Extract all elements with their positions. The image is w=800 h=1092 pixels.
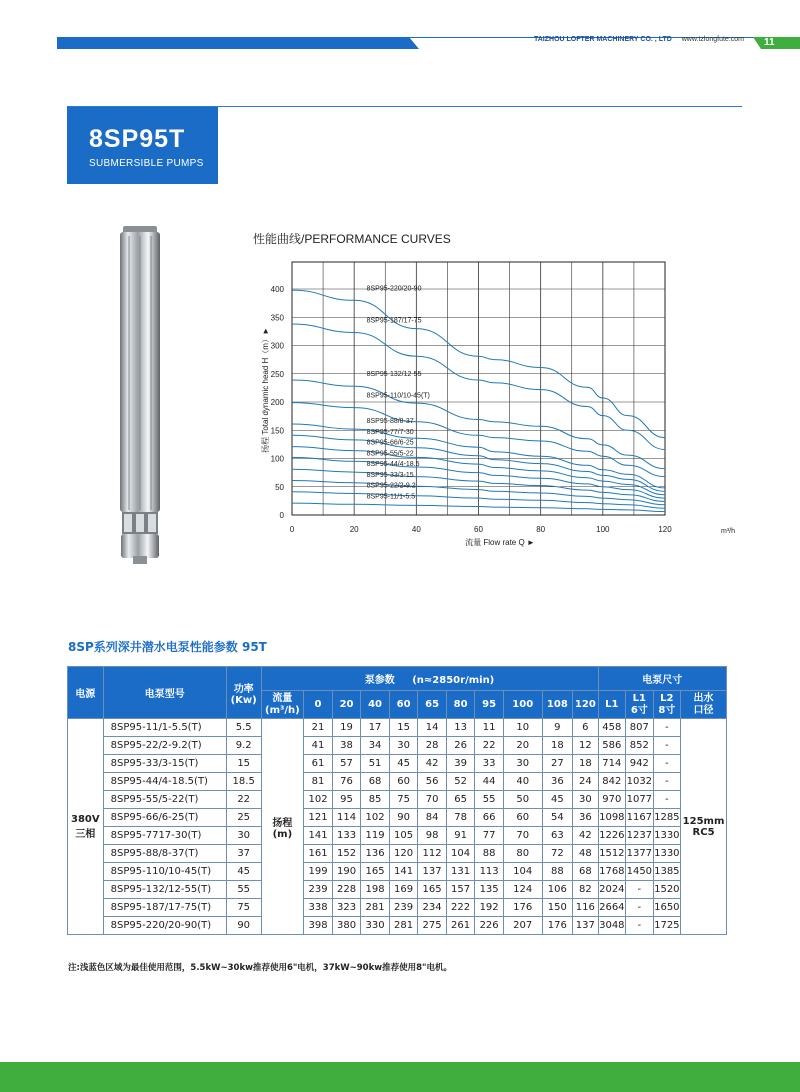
head-value-cell: 55	[475, 791, 504, 809]
x-axis-unit: m³/h	[721, 528, 735, 535]
head-value-cell: 338	[304, 899, 333, 917]
y-tick-label: 150	[270, 426, 284, 436]
l2-8-cell: 1385	[653, 863, 681, 881]
head-value-cell: 12	[573, 737, 598, 755]
l1-6-cell: -	[626, 899, 654, 917]
header-power-source: 电源	[68, 667, 104, 719]
head-value-cell: 77	[475, 827, 504, 845]
l1-6-cell: 807	[626, 719, 654, 737]
head-value-cell: 28	[418, 737, 447, 755]
l1-6-cell: 1032	[626, 773, 654, 791]
head-value-cell: 135	[475, 881, 504, 899]
l1-6-cell: 942	[626, 755, 654, 773]
head-value-cell: 398	[304, 917, 333, 935]
curve-label: 8SP95-44/4-18.5	[366, 461, 420, 469]
head-value-cell: 63	[542, 827, 573, 845]
table-row	[68, 773, 727, 791]
curve-8sp95-110-10-45-t-	[292, 403, 665, 477]
head-value-cell: 239	[389, 899, 418, 917]
header-l1-6-label: L1	[632, 692, 646, 704]
head-value-cell: 137	[418, 863, 447, 881]
head-value-cell: 120	[389, 845, 418, 863]
x-tick-label: 60	[474, 525, 483, 534]
l1-cell: 714	[598, 755, 626, 773]
header-flow-80: 80	[446, 691, 475, 719]
head-value-cell: 198	[361, 881, 390, 899]
head-value-cell: 60	[389, 773, 418, 791]
table-row	[68, 755, 727, 773]
table-row	[68, 917, 727, 935]
head-value-cell: 131	[446, 863, 475, 881]
power-source-cell	[68, 719, 104, 935]
head-value-cell: 323	[332, 899, 361, 917]
curve-label: 8SP95-88/8-37	[366, 418, 414, 426]
curve-label: 8SP95-22/2-9.2	[366, 482, 416, 490]
x-tick-label: 80	[536, 525, 546, 534]
head-value-cell: 150	[542, 899, 573, 917]
head-value-cell: 124	[503, 881, 542, 899]
curve-8sp95-11-1-5-5	[292, 503, 665, 512]
head-value-cell: 6	[573, 719, 598, 737]
head-value-cell: 42	[418, 755, 447, 773]
head-value-cell: 113	[475, 863, 504, 881]
header-l2-8-label: L2	[660, 692, 674, 704]
head-label-cell	[261, 719, 304, 935]
table-row	[68, 863, 727, 881]
header-flow-120: 120	[573, 691, 598, 719]
l1-cell: 458	[598, 719, 626, 737]
head-value-cell: 10	[503, 719, 542, 737]
l1-6-cell: 1237	[626, 827, 654, 845]
page-number: 11	[764, 37, 775, 48]
head-value-cell: 61	[304, 755, 333, 773]
head-value-cell: 21	[304, 719, 333, 737]
head-value-cell: 275	[418, 917, 447, 935]
curve-8sp95-66-6-25	[292, 447, 665, 495]
outlet-cell	[681, 719, 727, 935]
company-label: TAIZHOU LOFTER MACHINERY CO. , LTD	[534, 36, 672, 43]
head-value-cell: 192	[475, 899, 504, 917]
header-pump-params	[261, 667, 598, 691]
x-axis-label: 流量 Flow rate Q ►	[465, 538, 535, 547]
head-value-cell: 40	[503, 773, 542, 791]
y-tick-label: 50	[275, 482, 284, 492]
l2-8-cell: -	[653, 773, 681, 791]
power-cell: 22	[226, 791, 261, 809]
model-cell: 8SP95-55/5-22(T)	[103, 791, 226, 809]
head-value-cell: 157	[446, 881, 475, 899]
header-flow-0: 0	[304, 691, 333, 719]
l2-8-cell: -	[653, 791, 681, 809]
head-value-cell: 165	[418, 881, 447, 899]
l1-cell: 1768	[598, 863, 626, 881]
head-value-cell: 44	[475, 773, 504, 791]
head-value-cell: 281	[389, 917, 418, 935]
head-value-cell: 22	[475, 737, 504, 755]
title-block	[67, 107, 218, 184]
l1-6-cell: -	[626, 881, 654, 899]
product-subtitle: SUBMERSIBLE PUMPS	[89, 158, 204, 169]
head-value-cell: 380	[332, 917, 361, 935]
x-tick-label: 20	[349, 525, 359, 534]
head-value-cell: 70	[418, 791, 447, 809]
outlet-value: 125mm	[682, 815, 725, 827]
power-cell: 45	[226, 863, 261, 881]
head-value-cell: 51	[361, 755, 390, 773]
header-outlet	[681, 691, 727, 719]
header-dims: 电泵尺寸	[598, 667, 726, 691]
head-value-cell: 36	[542, 773, 573, 791]
l1-cell: 2664	[598, 899, 626, 917]
head-value-cell: 152	[332, 845, 361, 863]
head-value-cell: 17	[361, 719, 390, 737]
curve-label: 8SP95-11/1-5.5	[366, 493, 416, 501]
header-flow	[261, 691, 304, 719]
table-row	[68, 791, 727, 809]
y-axis-label: 扬程 Total dynamic head H（m）►	[261, 327, 270, 453]
head-value-cell: 90	[389, 809, 418, 827]
model-cell: 8SP95-88/8-37(T)	[103, 845, 226, 863]
head-value-cell: 84	[418, 809, 447, 827]
header-flow-100: 100	[503, 691, 542, 719]
power-cell: 18.5	[226, 773, 261, 791]
power-cell: 15	[226, 755, 261, 773]
header-outlet-sub: 口径	[693, 704, 714, 716]
head-value-cell: 102	[361, 809, 390, 827]
head-value-cell: 136	[361, 845, 390, 863]
head-value-cell: 9	[542, 719, 573, 737]
curve-8sp95-33-3-15	[292, 481, 665, 505]
head-unit: (m)	[272, 828, 293, 840]
header-l1-6	[626, 691, 654, 719]
head-value-cell: 226	[475, 917, 504, 935]
curve-label: 8SP95-220/20-90	[366, 285, 422, 293]
header-l2-8	[653, 691, 681, 719]
head-value-cell: 119	[361, 827, 390, 845]
head-value-cell: 88	[475, 845, 504, 863]
l2-8-cell: 1330	[653, 845, 681, 863]
l1-6-cell: 1167	[626, 809, 654, 827]
header-model: 电泵型号	[103, 667, 226, 719]
head-value-cell: 76	[332, 773, 361, 791]
model-cell: 8SP95-187/17-75(T)	[103, 899, 226, 917]
head-value-cell: 112	[418, 845, 447, 863]
head-value-cell: 239	[304, 881, 333, 899]
head-value-cell: 141	[389, 863, 418, 881]
head-value-cell: 54	[542, 809, 573, 827]
head-value-cell: 78	[446, 809, 475, 827]
curve-label: 8SP95-33/3-15	[366, 471, 414, 479]
head-value-cell: 70	[503, 827, 542, 845]
header-speed: (n≈2850r/min)	[412, 675, 495, 686]
header-pump-params-label: 泵参数	[364, 675, 395, 686]
head-value-cell: 169	[389, 881, 418, 899]
l2-8-cell: 1650	[653, 899, 681, 917]
head-value-cell: 65	[446, 791, 475, 809]
footer-bar	[0, 1062, 800, 1092]
head-value-cell: 68	[573, 863, 598, 881]
l1-6-cell: 1450	[626, 863, 654, 881]
head-value-cell: 56	[418, 773, 447, 791]
power-cell: 30	[226, 827, 261, 845]
l1-cell: 2024	[598, 881, 626, 899]
head-value-cell: 190	[332, 863, 361, 881]
head-value-cell: 36	[573, 809, 598, 827]
model-cell: 8SP95-66/6-25(T)	[103, 809, 226, 827]
head-value-cell: 52	[446, 773, 475, 791]
curve-8sp95-77-7-30	[292, 435, 665, 491]
head-value-cell: 30	[389, 737, 418, 755]
header-flow-65: 65	[418, 691, 447, 719]
chart-title: 性能曲线/PERFORMANCE CURVES	[253, 232, 451, 246]
model-cell: 8SP95-22/2-9.2(T)	[103, 737, 226, 755]
l1-6-cell: 1377	[626, 845, 654, 863]
curve-8sp95-55-5-22	[292, 457, 665, 501]
l2-8-cell: -	[653, 719, 681, 737]
curve-8sp95-187-17-75	[292, 324, 665, 450]
product-model: 8SP95T	[89, 125, 186, 153]
website[interactable]: www.tzlongfute.com	[681, 36, 744, 43]
head-value-cell: 105	[389, 827, 418, 845]
head-value-cell: 98	[418, 827, 447, 845]
head-value-cell: 42	[573, 827, 598, 845]
head-value-cell: 165	[361, 863, 390, 881]
footnote: 注:浅蓝色区域为最佳使用范围，5.5kW~30kw推荐使用6"电机，37kW~90kw推荐使用8"电机。	[68, 963, 452, 973]
l1-6-cell: -	[626, 917, 654, 935]
table-row	[68, 827, 727, 845]
l2-8-cell: -	[653, 755, 681, 773]
power-cell: 5.5	[226, 719, 261, 737]
plot-frame	[292, 262, 665, 515]
head-label: 扬程	[272, 817, 293, 829]
y-tick-label: 100	[270, 454, 284, 464]
x-tick-label: 120	[658, 525, 672, 534]
power-cell: 25	[226, 809, 261, 827]
curve-8sp95-22-2-9-2	[292, 492, 665, 508]
power-cell: 55	[226, 881, 261, 899]
model-cell: 8SP95-110/10-45(T)	[103, 863, 226, 881]
header-power-label: 功率	[233, 683, 254, 695]
head-value-cell: 104	[446, 845, 475, 863]
header-flow-95: 95	[475, 691, 504, 719]
head-value-cell: 48	[573, 845, 598, 863]
l1-cell: 586	[598, 737, 626, 755]
head-value-cell: 41	[304, 737, 333, 755]
curve-label: 8SP95-132/12-55	[366, 371, 422, 379]
x-tick-label: 0	[289, 525, 295, 534]
curve-8sp95-220-20-90	[292, 290, 665, 438]
head-value-cell: 50	[503, 791, 542, 809]
l2-8-cell: 1285	[653, 809, 681, 827]
x-tick-label: 40	[411, 525, 421, 534]
head-value-cell: 121	[304, 809, 333, 827]
table-row	[68, 737, 727, 755]
l1-cell: 3048	[598, 917, 626, 935]
head-value-cell: 85	[361, 791, 390, 809]
head-value-cell: 222	[446, 899, 475, 917]
l1-6-cell: 1077	[626, 791, 654, 809]
y-tick-label: 200	[270, 398, 284, 407]
header-flow-108: 108	[542, 691, 573, 719]
head-value-cell: 72	[542, 845, 573, 863]
l1-cell: 1226	[598, 827, 626, 845]
model-cell: 8SP95-33/3-15(T)	[103, 755, 226, 773]
header-flow-60: 60	[389, 691, 418, 719]
head-value-cell: 133	[332, 827, 361, 845]
table-row	[68, 809, 727, 827]
head-value-cell: 38	[332, 737, 361, 755]
header-l2-8-sub: 8寸	[658, 704, 676, 716]
head-value-cell: 66	[475, 809, 504, 827]
head-value-cell: 13	[446, 719, 475, 737]
power-cell: 75	[226, 899, 261, 917]
curve-label: 8SP95-66/6-25	[366, 439, 414, 447]
head-value-cell: 176	[503, 899, 542, 917]
head-value-cell: 161	[304, 845, 333, 863]
head-value-cell: 88	[542, 863, 573, 881]
head-value-cell: 24	[573, 773, 598, 791]
table-title: 8SP系列深井潜水电泵性能参数 95T	[68, 640, 267, 654]
head-value-cell: 228	[332, 881, 361, 899]
head-value-cell: 199	[304, 863, 333, 881]
power-source-phase: 三相	[75, 828, 96, 840]
company-name	[534, 36, 744, 43]
head-value-cell: 80	[503, 845, 542, 863]
head-value-cell: 26	[446, 737, 475, 755]
y-tick-label: 250	[270, 369, 284, 379]
curve-label: 8SP95-110/10-45(T)	[366, 392, 430, 400]
l1-cell: 970	[598, 791, 626, 809]
header-l1: L1	[598, 691, 626, 719]
head-value-cell: 137	[573, 917, 598, 935]
curve-8sp95-88-8-37	[292, 424, 665, 488]
head-value-cell: 20	[503, 737, 542, 755]
pump-image	[115, 226, 165, 564]
head-value-cell: 33	[475, 755, 504, 773]
model-cell: 8SP95-132/12-55(T)	[103, 881, 226, 899]
head-value-cell: 68	[361, 773, 390, 791]
l2-8-cell: 1330	[653, 827, 681, 845]
head-value-cell: 106	[542, 881, 573, 899]
head-value-cell: 104	[503, 863, 542, 881]
table-row	[68, 719, 727, 737]
head-value-cell: 91	[446, 827, 475, 845]
y-tick-label: 350	[270, 313, 284, 323]
head-value-cell: 14	[418, 719, 447, 737]
head-value-cell: 234	[418, 899, 447, 917]
head-value-cell: 261	[446, 917, 475, 935]
head-value-cell: 34	[361, 737, 390, 755]
power-cell: 90	[226, 917, 261, 935]
head-value-cell: 19	[332, 719, 361, 737]
header-flow-20: 20	[332, 691, 361, 719]
head-value-cell: 45	[542, 791, 573, 809]
head-value-cell: 15	[389, 719, 418, 737]
table-row	[68, 845, 727, 863]
table-row	[68, 881, 727, 899]
head-value-cell: 114	[332, 809, 361, 827]
l2-8-cell: 1520	[653, 881, 681, 899]
l1-cell: 1098	[598, 809, 626, 827]
header-power-unit: (Kw)	[230, 694, 257, 706]
head-value-cell: 18	[573, 755, 598, 773]
y-tick-label: 400	[270, 285, 284, 294]
y-tick-label: 0	[279, 511, 284, 520]
head-value-cell: 45	[389, 755, 418, 773]
head-value-cell: 95	[332, 791, 361, 809]
l1-cell: 842	[598, 773, 626, 791]
l1-cell: 1512	[598, 845, 626, 863]
power-cell: 37	[226, 845, 261, 863]
model-cell: 8SP95-220/20-90(T)	[103, 917, 226, 935]
power-source-value: 380V	[71, 813, 100, 825]
head-value-cell: 82	[573, 881, 598, 899]
model-cell: 8SP95-11/1-5.5(T)	[103, 719, 226, 737]
header-flow-40: 40	[361, 691, 390, 719]
head-value-cell: 27	[542, 755, 573, 773]
curve-label: 8SP95-55/5-22	[366, 450, 414, 458]
l2-8-cell: 1725	[653, 917, 681, 935]
head-value-cell: 30	[573, 791, 598, 809]
outlet-value-2: RC5	[692, 826, 715, 838]
curve-8sp95-44-4-18-5	[292, 469, 665, 501]
model-cell: 8SP95-44/4-18.5(T)	[103, 773, 226, 791]
curve-label: 8SP95-187/17-75	[366, 317, 422, 325]
head-value-cell: 60	[503, 809, 542, 827]
power-cell: 9.2	[226, 737, 261, 755]
model-cell: 8SP95-7717-30(T)	[103, 827, 226, 845]
table-row	[68, 899, 727, 917]
l1-6-cell: 852	[626, 737, 654, 755]
head-value-cell: 176	[542, 917, 573, 935]
curve-label: 8SP95-77/7-30	[366, 428, 414, 436]
spec-table	[67, 666, 727, 935]
curve-8sp95-132-12-55	[292, 380, 665, 469]
head-value-cell: 102	[304, 791, 333, 809]
head-value-cell: 18	[542, 737, 573, 755]
header-l1-6-sub: 6寸	[630, 704, 648, 716]
head-value-cell: 75	[389, 791, 418, 809]
head-value-cell: 330	[361, 917, 390, 935]
header-outlet-label: 出水	[693, 692, 714, 704]
head-value-cell: 39	[446, 755, 475, 773]
head-value-cell: 141	[304, 827, 333, 845]
header-flow-label: 流量	[272, 692, 293, 704]
x-tick-label: 100	[596, 525, 610, 534]
header-flow-unit: (m³/h)	[265, 704, 300, 716]
head-value-cell: 116	[573, 899, 598, 917]
head-value-cell: 30	[503, 755, 542, 773]
head-value-cell: 81	[304, 773, 333, 791]
l2-8-cell: -	[653, 737, 681, 755]
header-power	[226, 667, 261, 719]
head-value-cell: 281	[361, 899, 390, 917]
head-value-cell: 207	[503, 917, 542, 935]
y-tick-label: 300	[270, 341, 284, 351]
head-value-cell: 57	[332, 755, 361, 773]
head-value-cell: 11	[475, 719, 504, 737]
